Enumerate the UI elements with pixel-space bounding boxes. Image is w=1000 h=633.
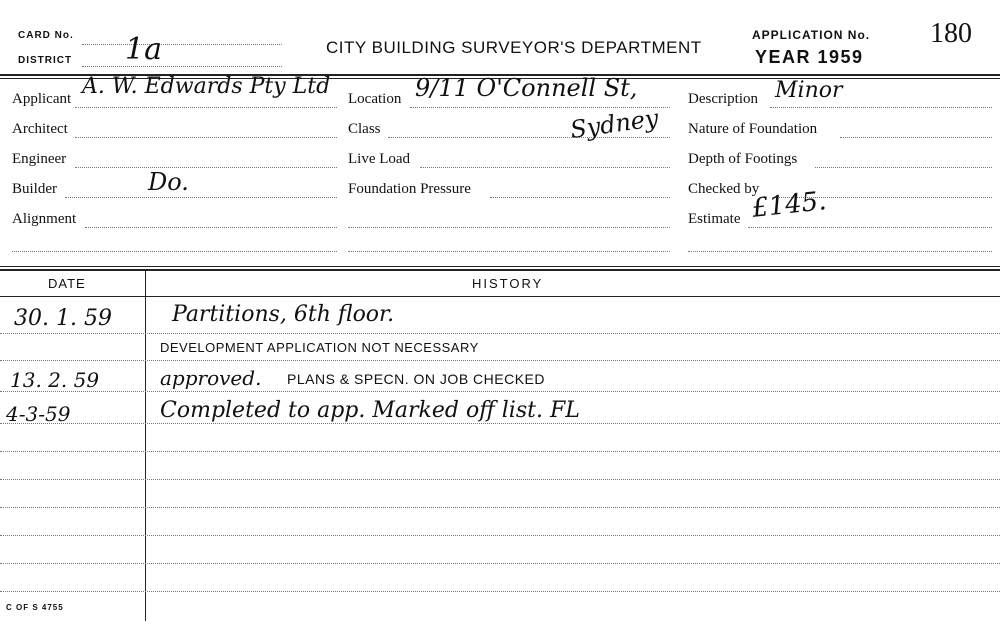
history-line-5 — [0, 451, 1000, 452]
depth-footings-label: Depth of Footings — [688, 151, 798, 167]
col2-line-5 — [348, 227, 670, 228]
estimate-label: Estimate — [688, 211, 741, 227]
history-row-stamp: PLANS & SPECN. ON JOB CHECKED — [287, 371, 546, 387]
col3-line-6 — [688, 251, 992, 252]
application-no-value: 180 — [930, 18, 972, 49]
history-row-text: Completed to app. Marked off list. FL — [160, 398, 580, 423]
location-value-1: 9/11 O'Connell St, — [415, 74, 638, 102]
applicant-label: Applicant — [12, 91, 72, 107]
builder-value: Do. — [148, 168, 189, 196]
col2-line-6 — [348, 251, 670, 252]
alignment-label: Alignment — [12, 211, 77, 227]
history-top-rule-2 — [0, 269, 1000, 271]
history-line-1 — [0, 333, 1000, 334]
foundation-pressure-line — [490, 197, 670, 198]
district-label: DISTRICT — [18, 55, 73, 66]
foundation-pressure-label: Foundation Pressure — [348, 181, 471, 197]
history-line-9 — [0, 563, 1000, 564]
alignment-line — [85, 227, 337, 228]
description-label: Description — [688, 91, 758, 107]
history-line-2 — [0, 360, 1000, 361]
form-code: C OF S 4755 — [6, 603, 64, 612]
history-line-10 — [0, 591, 1000, 592]
description-value: Minor — [775, 78, 843, 103]
history-header-rule — [0, 296, 1000, 297]
history-row-date: 13. 2. 59 — [10, 368, 100, 392]
applicant-line — [75, 107, 337, 108]
live-load-line — [420, 167, 670, 168]
class-line — [388, 137, 670, 138]
builder-line — [65, 197, 337, 198]
applicant-value: A. W. Edwards Pty Ltd — [82, 74, 331, 99]
estimate-value: £145. — [750, 186, 828, 224]
history-row-stamp: DEVELOPMENT APPLICATION NOT NECESSARY — [160, 340, 479, 355]
history-line-8 — [0, 535, 1000, 536]
checked-by-label: Checked by — [688, 181, 760, 197]
nature-foundation-label: Nature of Foundation — [688, 121, 818, 137]
card-no-line — [82, 44, 282, 45]
card-no-label: CARD No. — [18, 30, 74, 41]
architect-label: Architect — [12, 121, 68, 137]
history-line-4 — [0, 423, 1000, 424]
department-title: CITY BUILDING SURVEYOR'S DEPARTMENT — [326, 38, 702, 57]
history-line-7 — [0, 507, 1000, 508]
history-top-rule — [0, 266, 1000, 267]
builder-label: Builder — [12, 181, 57, 197]
location-label: Location — [348, 91, 402, 107]
engineer-label: Engineer — [12, 151, 67, 167]
district-value: 1a — [125, 32, 162, 67]
date-header: DATE — [48, 276, 86, 291]
location-value-2: Sydney — [568, 103, 661, 145]
nature-foundation-line — [840, 137, 992, 138]
live-load-label: Live Load — [348, 151, 411, 167]
history-header: HISTORY — [472, 276, 544, 291]
application-no-label: APPLICATION No. — [752, 28, 871, 42]
alignment-line-2 — [12, 251, 337, 252]
district-line — [82, 66, 282, 67]
history-row-date: 4-3-59 — [6, 402, 71, 426]
class-label: Class — [348, 121, 381, 137]
date-column-divider — [145, 271, 146, 621]
engineer-line — [75, 167, 337, 168]
depth-footings-line — [815, 167, 992, 168]
history-row-text: Partitions, 6th floor. — [172, 302, 395, 327]
architect-line — [75, 137, 337, 138]
history-row-date: 30. 1. 59 — [14, 306, 112, 331]
history-line-6 — [0, 479, 1000, 480]
year-label: YEAR 1959 — [755, 47, 864, 67]
history-row-text: approved. — [160, 366, 262, 390]
history-line-3 — [0, 391, 1000, 392]
estimate-line — [748, 227, 992, 228]
description-line — [770, 107, 992, 108]
